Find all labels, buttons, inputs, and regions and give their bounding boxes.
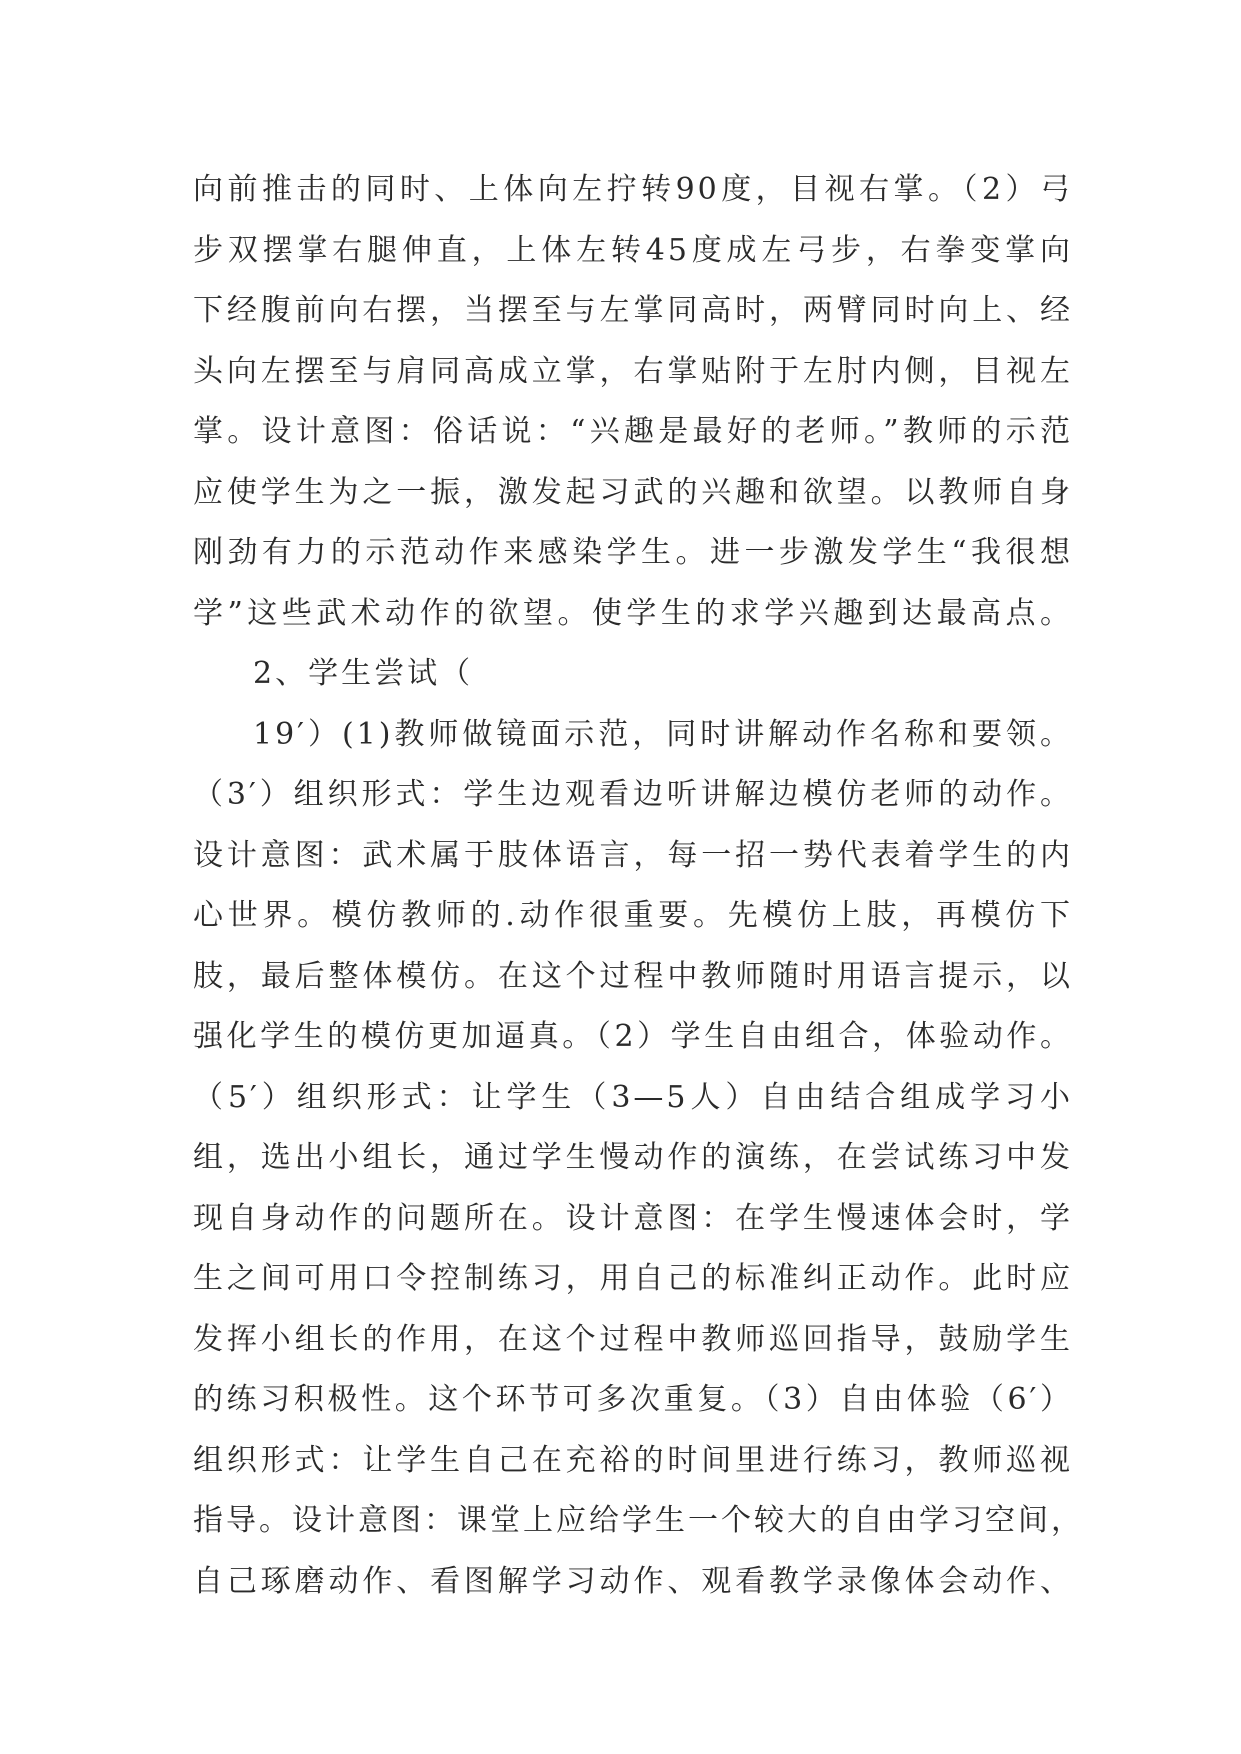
text-line: （3′）组织形式：学生边观看边听讲解边模仿老师的动作。 xyxy=(193,777,1073,812)
body-text xyxy=(193,160,1084,1612)
text-line: 步双摆掌右腿伸直，上体左转45度成左弓步，右拳变掌向 xyxy=(193,232,1073,268)
text-line: 自己琢磨动作、看图解学习动作、观看教学录像体会动作、 xyxy=(193,1563,1073,1599)
text-line: 应使学生为之一振，激发起习武的兴趣和欲望。以教师自身 xyxy=(193,474,1073,510)
text-line: 设计意图：武术属于肢体语言，每一招一势代表着学生的内 xyxy=(193,837,1073,873)
text-line: 肢，最后整体模仿。在这个过程中教师随时用语言提示，以 xyxy=(193,958,1073,994)
text-line: 发挥小组长的作用，在这个过程中教师巡回指导，鼓励学生 xyxy=(193,1321,1073,1357)
text-line: 现自身动作的问题所在。设计意图：在学生慢速体会时，学 xyxy=(193,1200,1073,1236)
text-line: 19′）(1)教师做镜面示范，同时讲解动作名称和要领。 xyxy=(253,716,1073,752)
text-line: 组，选出小组长，通过学生慢动作的演练，在尝试练习中发 xyxy=(193,1140,1073,1175)
text-line: 刚劲有力的示范动作来感染学生。进一步激发学生“我很想 xyxy=(193,535,1073,570)
text-line: （5′）组织形式：让学生（3—5人）自由结合组成学习小 xyxy=(193,1079,1073,1115)
section-heading: 2、学生尝试（ xyxy=(253,656,474,691)
text-line: 生之间可用口令控制练习，用自己的标准纠正动作。此时应 xyxy=(193,1261,1073,1296)
text-line: 向前推击的同时、上体向左拧转90度，目视右掌。（2）弓 xyxy=(193,172,1073,207)
text-line: 头向左摆至与肩同高成立掌，右掌贴附于左肘内侧，目视左 xyxy=(193,353,1073,389)
text-line: 强化学生的模仿更加逼真。（2）学生自由组合，体验动作。 xyxy=(193,1019,1073,1054)
text-line: 心世界。模仿教师的.动作很重要。先模仿上肢，再模仿下 xyxy=(193,898,1073,933)
text-line: 掌。设计意图：俗话说：“兴趣是最好的老师。”教师的示范 xyxy=(193,414,1073,449)
text-line: 学”这些武术动作的欲望。使学生的求学兴趣到达最高点。 xyxy=(193,595,1073,631)
text-line: 下经腹前向右摆，当摆至与左掌同高时，两臂同时向上、经 xyxy=(193,293,1073,328)
text-line: 组织形式：让学生自己在充裕的时间里进行练习，教师巡视 xyxy=(193,1442,1073,1478)
text-line: 的练习积极性。这个环节可多次重复。（3）自由体验（6′） xyxy=(193,1382,1073,1417)
text-line: 指导。设计意图：课堂上应给学生一个较大的自由学习空间， xyxy=(193,1503,1084,1538)
